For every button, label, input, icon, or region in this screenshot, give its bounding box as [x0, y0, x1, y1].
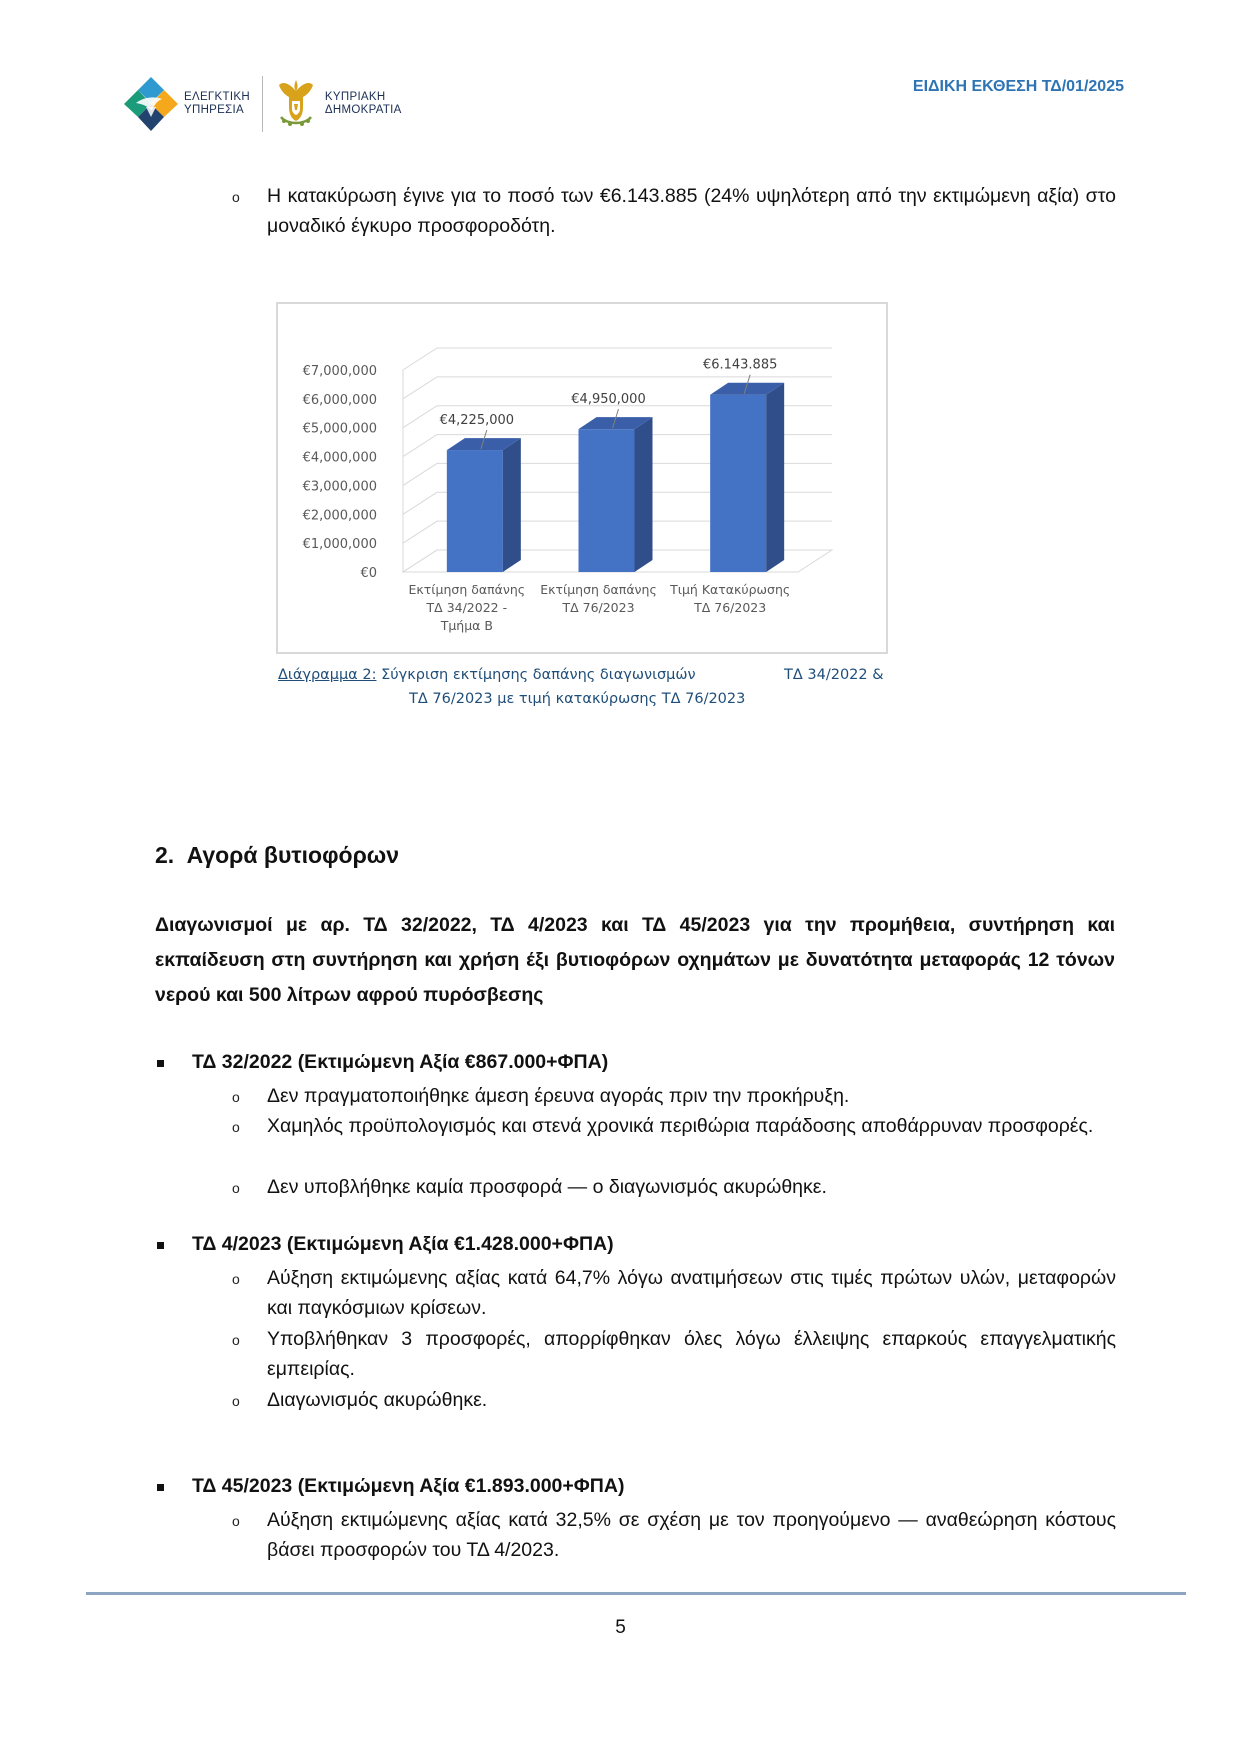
bar-chart-frame: [276, 302, 888, 654]
logo-divider: [262, 76, 263, 132]
page-header: [124, 76, 1124, 146]
audit-office-logo: [124, 77, 250, 131]
category-label: ΤΔ 76/2023: [694, 600, 767, 615]
category-label: ΤΔ 76/2023: [562, 600, 635, 615]
square-bullet-icon: [157, 1060, 164, 1067]
tender-title: ΤΔ 32/2022 (Εκτιμώμενη Αξία €867.000+ΦΠΑ): [192, 1051, 609, 1073]
logo-block: [124, 76, 402, 132]
report-id: ΕΙΔΙΚΗ ΕΚΘΕΣΗ ΤΔ/01/2025: [912, 78, 1124, 95]
category-label: Εκτίμηση δαπάνης: [540, 582, 657, 597]
category-label: Τμήμα Β: [440, 618, 493, 633]
tender-title: ΤΔ 45/2023 (Εκτιμώμενη Αξία €1.893.000+ΦΠΑ): [192, 1475, 625, 1497]
section-number: 2.: [155, 842, 175, 868]
footer-rule: [86, 1592, 1186, 1595]
bullet-marker: o: [232, 1332, 240, 1348]
bullet-marker: o: [232, 1119, 240, 1135]
tender-item: Δεν πραγματοποιήθηκε άμεση έρευνα αγοράς πριν την προκήρυξη.: [267, 1085, 850, 1107]
section-title: Αγορά βυτιοφόρων: [186, 842, 400, 868]
republic-logo-line2: ΔΗΜΟΚΡΑΤΙΑ: [324, 104, 402, 116]
caption-label: Διάγραμμα 2:: [278, 667, 377, 683]
republic-name: [325, 91, 402, 117]
section-heading: [155, 842, 399, 869]
bar-side: [503, 438, 521, 572]
caption-text-line1-end: ΤΔ 34/2022 &: [784, 667, 884, 683]
audit-office-name: [184, 91, 250, 117]
audit-office-emblem-icon: [124, 77, 178, 131]
y-tick-label: €0: [360, 566, 377, 581]
data-label: €4,225,000: [439, 413, 515, 429]
category-label: ΤΔ 34/2022 -: [426, 600, 508, 615]
section-intro: Διαγωνισμοί με αρ. ΤΔ 32/2022, ΤΔ 4/2023 και ΤΔ 45/2023 για την προμήθεια, συντήρηση και εκπαίδευση στη συντήρηση και χρήση έξι βυτιοφόρων οχημάτων με δυνατότητα μεταφοράς 12 τόνων νερού και 500 λίτρων αφρού πυρόσβεσης: [155, 914, 1115, 1006]
bullet-marker: o: [232, 1393, 240, 1409]
bar-front: [579, 429, 635, 572]
tender-title: ΤΔ 4/2023 (Εκτιμώμενη Αξία €1.428.000+ΦΠΑ): [192, 1233, 614, 1255]
bullet-marker: o: [232, 1271, 240, 1287]
tender-item: Δεν υποβλήθηκε καμία προσφορά — ο διαγωνισμός ακυρώθηκε.: [267, 1176, 827, 1198]
square-bullet-icon: [157, 1484, 164, 1491]
bullet-marker: o: [232, 1089, 240, 1105]
cyprus-republic-logo: [273, 77, 402, 131]
republic-logo-line1: ΚΥΠΡΙΑΚΗ: [324, 91, 386, 103]
bullet-marker: o: [232, 189, 240, 205]
y-tick-label: €2,000,000: [302, 508, 377, 524]
category-label: Τιμή Κατακύρωσης: [670, 582, 791, 597]
chart-caption-line1: [278, 667, 696, 683]
bar-side: [635, 417, 653, 572]
audit-logo-line1: ΕΛΕΓΚΤΙΚΗ: [184, 91, 250, 103]
y-tick-label: €4,000,000: [302, 450, 377, 466]
page-number: 5: [615, 1617, 626, 1638]
y-tick-label: €1,000,000: [302, 537, 377, 553]
bar-front: [447, 450, 503, 572]
caption-text-line2: ΤΔ 76/2023 με τιμή κατακύρωσης ΤΔ 76/2023: [409, 691, 746, 707]
cyprus-coat-of-arms-icon: [273, 77, 319, 131]
tender-item: Χαμηλός προϋπολογισμός και στενά χρονικά περιθώρια παράδοσης αποθάρρυναν προσφορές.: [267, 1115, 1094, 1137]
audit-logo-line2: ΥΠΗΡΕΣΙΑ: [184, 104, 244, 116]
intro-bullet-text: Η κατακύρωση έγινε για το ποσό των €6.143.885 (24% υψηλότερη από την εκτιμώμενη αξία) στο μοναδικό έγκυρο προσφοροδότη.: [267, 185, 1116, 237]
y-tick-label: €6,000,000: [302, 392, 377, 408]
bullet-marker: o: [232, 1180, 240, 1196]
tender-item: Αύξηση εκτιμώμενης αξίας κατά 64,7% λόγω ανατιμήσεων στις τιμές πρώτων υλών, μεταφορών και παγκόσμιων κρίσεων.: [267, 1267, 1116, 1319]
y-tick-label: €5,000,000: [302, 421, 377, 437]
bar-side: [766, 383, 784, 572]
tender-item: Αύξηση εκτιμώμενης αξίας κατά 32,5% σε σχέση με τον προηγούμενο — αναθεώρηση κόστους βάσει προσφορών του ΤΔ 4/2023.: [267, 1509, 1116, 1561]
square-bullet-icon: [157, 1242, 164, 1249]
data-label: €4,950,000: [571, 392, 646, 408]
data-label: €6.143.885: [702, 357, 778, 373]
bar-front: [710, 395, 766, 572]
tender-item: Υποβλήθηκαν 3 προσφορές, απορρίφθηκαν όλες λόγω έλλειψης επαρκούς επαγγελματικής εμπειρίας.: [267, 1328, 1116, 1380]
y-tick-label: €7,000,000: [302, 364, 377, 379]
bullet-marker: o: [232, 1513, 240, 1529]
y-tick-label: €3,000,000: [302, 479, 377, 495]
category-label: Εκτίμηση δαπάνης: [408, 582, 526, 597]
caption-text-line1: Σύγκριση εκτίμησης δαπάνης διαγωνισμών: [381, 667, 696, 683]
bar-chart: [278, 304, 886, 652]
tender-item: Διαγωνισμός ακυρώθηκε.: [267, 1389, 488, 1411]
